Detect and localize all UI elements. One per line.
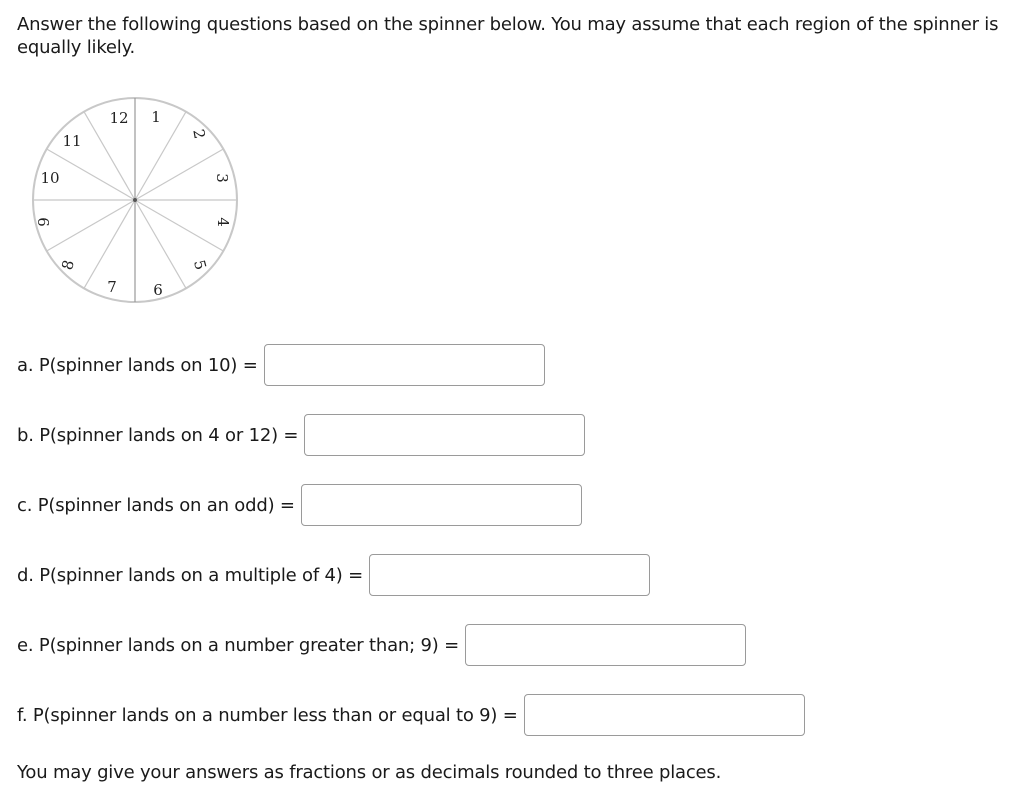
question-b bbox=[17, 413, 585, 457]
spinner-label-11: 11 bbox=[62, 132, 82, 150]
spinner-label-10: 10 bbox=[40, 169, 60, 187]
question-d bbox=[17, 553, 650, 597]
spinner-diagram bbox=[22, 97, 248, 323]
question-d-label: d. P(spinner lands on a multiple of 4) = bbox=[17, 564, 363, 586]
spinner-label-12: 12 bbox=[109, 109, 129, 127]
spinner-label-1: 1 bbox=[151, 108, 161, 126]
answer-a-input[interactable] bbox=[264, 344, 545, 386]
answer-f-input[interactable] bbox=[524, 694, 805, 736]
spinner-label-4: 4 bbox=[214, 217, 232, 227]
spinner-label-2: 2 bbox=[189, 127, 209, 141]
question-e bbox=[17, 623, 746, 667]
question-c-label: c. P(spinner lands on an odd) = bbox=[17, 494, 295, 516]
spinner-label-8: 8 bbox=[58, 258, 78, 272]
footer-note: You may give your answers as fractions or as decimals rounded to three places. bbox=[17, 762, 722, 783]
answer-e-input[interactable] bbox=[465, 624, 746, 666]
spinner-label-7: 7 bbox=[107, 278, 117, 296]
spinner-label-5: 5 bbox=[190, 258, 210, 272]
answer-b-input[interactable] bbox=[304, 414, 585, 456]
question-f bbox=[17, 693, 805, 737]
question-f-label: f. P(spinner lands on a number less than or equal to 9) = bbox=[17, 704, 518, 726]
question-a-label: a. P(spinner lands on 10) = bbox=[17, 354, 258, 376]
spinner-center bbox=[133, 198, 137, 202]
answer-d-input[interactable] bbox=[369, 554, 650, 596]
answer-c-input[interactable] bbox=[301, 484, 582, 526]
question-c bbox=[17, 483, 582, 527]
spinner-label-9: 9 bbox=[35, 217, 53, 227]
question-a bbox=[17, 343, 545, 387]
spinner-label-3: 3 bbox=[213, 173, 231, 183]
instructions-text: Answer the following questions based on the spinner below. You may assume that each region of the spinner is equally likely. bbox=[17, 14, 999, 58]
question-b-label: b. P(spinner lands on 4 or 12) = bbox=[17, 424, 299, 446]
question-e-label: e. P(spinner lands on a number greater than; 9) = bbox=[17, 634, 460, 656]
spinner-label-6: 6 bbox=[153, 281, 163, 299]
